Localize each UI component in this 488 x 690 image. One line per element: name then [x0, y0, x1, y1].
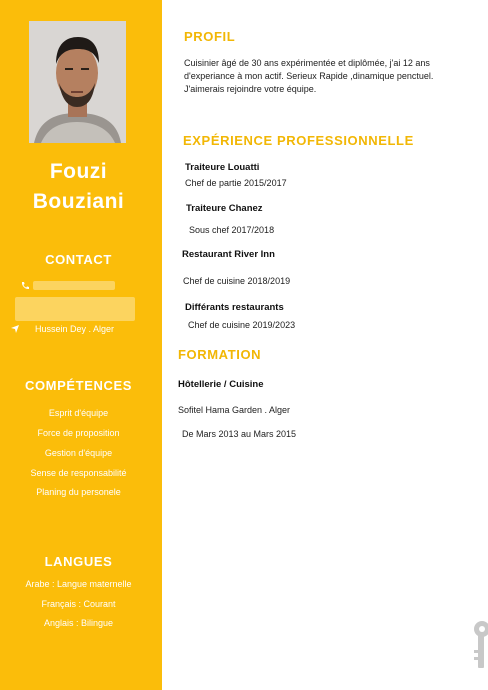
sidebar [0, 0, 162, 690]
job-employer: Traiteure Chanez [186, 203, 263, 214]
language-item: Arabe : Langue maternelle [25, 579, 132, 589]
job-detail: Sous chef 2017/2018 [189, 225, 275, 235]
job-employer: Différants restaurants [185, 302, 284, 313]
skill-item: Sense de responsabilité [30, 468, 127, 478]
profile-line: J'aimerais rejoindre votre équipe. [184, 84, 317, 94]
education-title: Hôtellerie / Cuisine [178, 379, 264, 390]
education-dates: De Mars 2013 au Mars 2015 [182, 429, 297, 439]
language-item: Français : Courant [41, 599, 116, 609]
job-detail: Chef de partie 2015/2017 [185, 178, 287, 188]
profile-line: d'experiance à mon actif. Serieux Rapide ,dinamique penctuel. [184, 71, 434, 81]
redacted-phone [33, 281, 115, 290]
language-item: Anglais : Bilingue [43, 618, 114, 628]
address-row [10, 324, 114, 334]
job-detail: Chef de cuisine 2019/2023 [188, 320, 296, 330]
profile-heading: PROFIL [184, 29, 236, 44]
job-employer: Traiteure Louatti [185, 162, 260, 173]
skills-heading: COMPÉTENCES [24, 378, 132, 393]
profile-photo-image [29, 21, 126, 143]
job-detail: Chef de cuisine 2018/2019 [183, 276, 291, 286]
education-heading: FORMATION [178, 347, 262, 362]
education-place: Sofitel Hama Garden . Alger [178, 405, 291, 415]
skill-item: Gestion d'équipe [44, 448, 113, 458]
skill-item: Force de proposition [37, 428, 120, 438]
job-employer: Restaurant River Inn [182, 249, 275, 260]
skill-item: Planing du personele [36, 487, 121, 497]
redacted-email [15, 297, 135, 321]
first-name: Fouzi [49, 160, 108, 183]
phone-row [20, 281, 30, 291]
languages-heading: LANGUES [44, 554, 113, 569]
contact-heading: CONTACT [45, 252, 112, 267]
profile-line: Cuisinier âgé de 30 ans expérimentée et diplômée, j'ai 12 ans [184, 58, 430, 68]
address-text: Hussein Dey . Alger [35, 324, 115, 334]
key-icon [472, 620, 488, 670]
skill-item: Esprit d'équipe [48, 408, 109, 418]
location-icon [10, 324, 20, 334]
last-name: Bouziani [32, 190, 125, 213]
profile-photo [29, 21, 126, 143]
experience-heading: EXPÉRIENCE PROFESSIONNELLE [183, 133, 414, 148]
phone-icon [20, 281, 30, 291]
